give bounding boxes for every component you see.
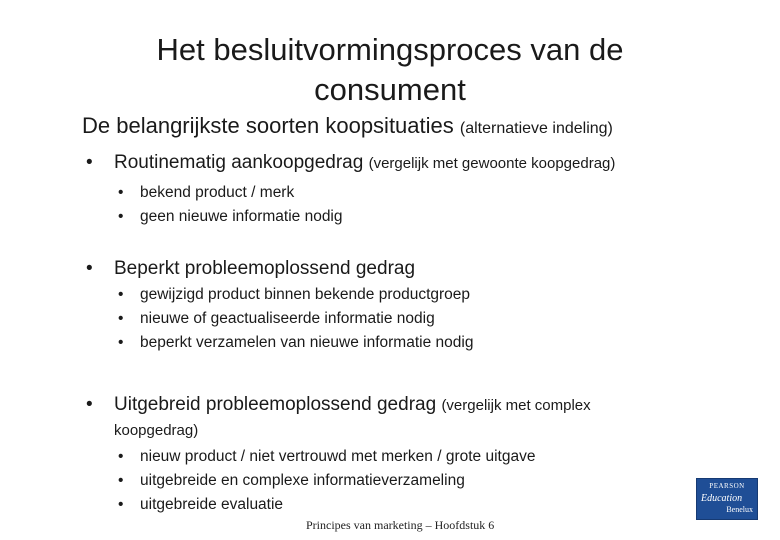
section-note: (vergelijk met gewoonte koopgedrag): [368, 155, 616, 172]
section-heading: Uitgebreid probleemoplossend gedrag: [114, 394, 437, 415]
bullet-icon: •: [118, 448, 124, 465]
list-item: [118, 286, 470, 304]
section-heading: Beperkt probleemoplossend gedrag: [114, 258, 416, 279]
bullet-icon: •: [86, 152, 93, 173]
list-item-text: nieuwe of geactualiseerde informatie nodig: [140, 310, 435, 327]
section-routinematig: [86, 152, 615, 174]
bullet-icon: •: [118, 496, 124, 513]
section-uitgebreid: [86, 394, 591, 416]
list-item: [118, 496, 283, 514]
list-item: [118, 184, 294, 202]
slide-subtitle: [82, 113, 613, 139]
slide-title: Het besluitvormingsproces van de consument: [156, 32, 624, 107]
bullet-icon: •: [86, 394, 93, 415]
list-item-text: uitgebreide evaluatie: [140, 496, 284, 513]
list-item: [118, 448, 535, 466]
subtitle-note: (alternatieve indeling): [459, 120, 613, 137]
list-item: [118, 208, 343, 226]
section-note: (vergelijk met complex: [441, 397, 591, 414]
slide-footer: Principes van marketing – Hoofdstuk 6: [306, 518, 495, 532]
logo-brand: PEARSON: [709, 482, 745, 490]
bullet-icon: •: [118, 208, 124, 225]
section-beperkt: [86, 258, 415, 280]
list-item-text: gewijzigd product binnen bekende productgroep: [140, 286, 471, 303]
bullet-icon: •: [118, 286, 124, 303]
list-item: [118, 472, 465, 490]
bullet-icon: •: [118, 310, 124, 327]
bullet-icon: •: [118, 184, 124, 201]
logo-line-benelux: Benelux: [726, 505, 753, 514]
section-note-continued: koopgedrag): [114, 422, 199, 439]
logo-line-education: Education: [701, 493, 743, 504]
list-item: [118, 310, 435, 328]
list-item-text: geen nieuwe informatie nodig: [140, 208, 343, 225]
list-item-text: nieuw product / niet vertrouwd met merken / grote uitgave: [140, 448, 536, 465]
list-item-text: beperkt verzamelen van nieuwe informatie nodig: [140, 334, 474, 351]
bullet-icon: •: [86, 258, 93, 279]
bullet-icon: •: [118, 334, 124, 351]
pearson-logo: [696, 478, 758, 520]
list-item-text: uitgebreide en complexe informatieverzameling: [140, 472, 465, 489]
section-heading: Routinematig aankoopgedrag: [114, 152, 364, 173]
subtitle-main: De belangrijkste soorten koopsituaties: [82, 113, 454, 138]
bullet-icon: •: [118, 472, 124, 489]
list-item: [118, 334, 473, 352]
list-item-text: bekend product / merk: [140, 184, 295, 201]
